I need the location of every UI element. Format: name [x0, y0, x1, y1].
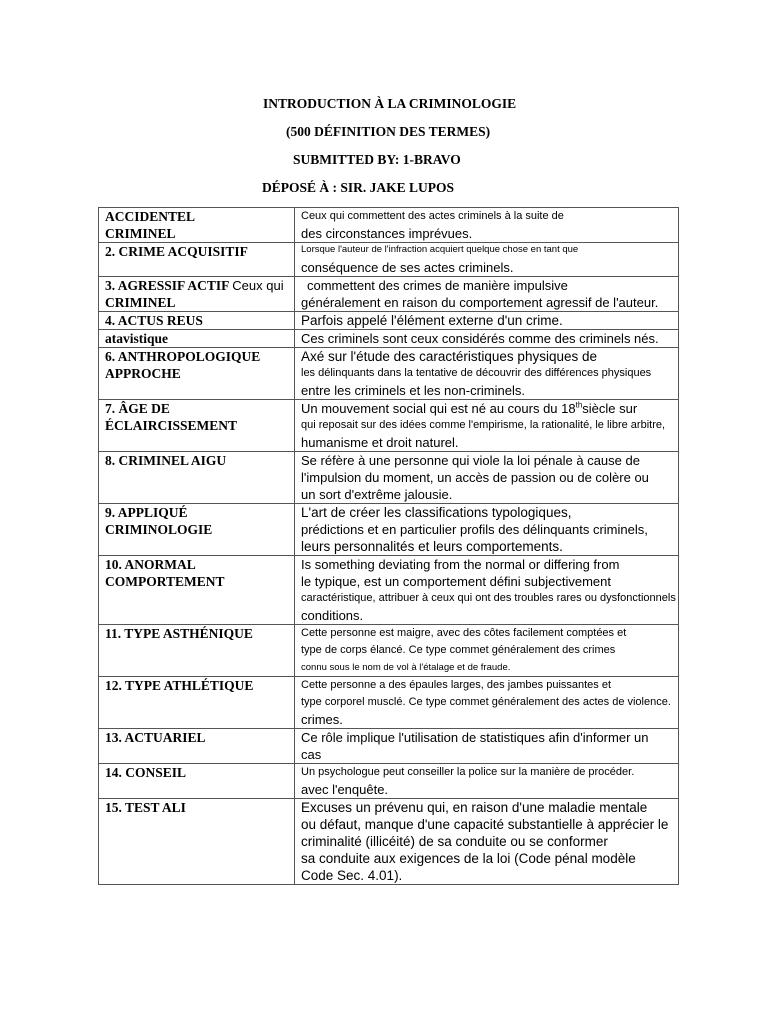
definition-line: humanisme et droit naturel.: [301, 435, 459, 450]
definition-line: Ceux qui commettent des actes criminels à la suite de: [301, 210, 564, 222]
definition-line: avec l'enquête.: [301, 782, 389, 797]
term-line: COMPORTEMENT: [105, 574, 225, 589]
term-line: CRIMINEL: [105, 226, 176, 241]
definition-line: Se réfère à une personne qui viole la loi pénale à cause de: [301, 453, 640, 468]
term-line: atavistique: [105, 331, 169, 346]
definition-line: Is something deviating from the normal or differing from: [301, 557, 620, 572]
definition-cell: [295, 330, 679, 348]
term-cell: [99, 348, 295, 400]
definition-line: généralement en raison du comportement agressif de l'auteur.: [301, 295, 659, 310]
term-cell: [99, 504, 295, 556]
definition-line: crimes.: [301, 712, 343, 727]
definition-line: L'art de créer les classifications typologiques,: [301, 505, 572, 520]
definition-line: Cette personne a des épaules larges, des jambes puissantes et: [301, 679, 612, 691]
term-line: APPROCHE: [105, 366, 181, 381]
term-cell: [99, 208, 295, 243]
table-row: [99, 556, 679, 625]
definition-cell: [295, 625, 679, 677]
definition-cell: [295, 556, 679, 625]
definition-line: Lorsque l'auteur de l'infraction acquiert quelque chose en tant que: [301, 244, 579, 255]
definition-line: Cette personne est maigre, avec des côtes facilement comptées et: [301, 627, 627, 639]
definition-cell: [295, 729, 679, 764]
table-row: [99, 799, 679, 885]
term-line: 11. TYPE ASTHÉNIQUE: [105, 626, 253, 641]
term-cell: [99, 452, 295, 504]
definition-line: le typique, est un comportement défini subjectivement: [301, 574, 612, 589]
definition-text: Un mouvement social qui est né au cours du 18: [301, 401, 576, 416]
definition-cell: [295, 504, 679, 556]
table-row: [99, 312, 679, 330]
term-line: 6. ANTHROPOLOGIQUE: [105, 349, 261, 364]
definition-line: conséquence de ses actes criminels.: [301, 260, 514, 275]
term-line: 12. TYPE ATHLÉTIQUE: [105, 678, 254, 693]
term-cell: [99, 677, 295, 729]
definition-cell: [295, 312, 679, 330]
definition-line: leurs personnalités et leurs comportements.: [301, 539, 563, 554]
definition-line: l'impulsion du moment, un accès de passion ou de colère ou: [301, 470, 649, 485]
definition-line: Excuses un prévenu qui, en raison d'une maladie mentale: [301, 800, 648, 815]
term-line: 7. ÂGE DE: [105, 401, 170, 416]
term-line: 13. ACTUARIEL: [105, 730, 206, 745]
definition-text: siècle sur: [582, 401, 638, 416]
definition-line: cas: [301, 747, 322, 762]
table-row: [99, 330, 679, 348]
term-line: 4. ACTUS REUS: [105, 313, 203, 328]
table-row: [99, 208, 679, 243]
definition-line: type de corps élancé. Ce type commet généralement des crimes: [301, 644, 616, 656]
table-row: [99, 348, 679, 400]
definition-line: un sort d'extrême jalousie.: [301, 487, 453, 502]
term-cell: [99, 330, 295, 348]
table-row: [99, 400, 679, 452]
term-line: [105, 277, 294, 294]
term-cell: [99, 799, 295, 885]
definition-line: les délinquants dans la tentative de découvrir des différences physiques: [301, 367, 652, 379]
term-line: ÉCLAIRCISSEMENT: [105, 418, 238, 433]
table-row: [99, 277, 679, 312]
definition-line: type corporel musclé. Ce type commet généralement des actes de violence.: [301, 696, 671, 708]
definition-cell: [295, 277, 679, 312]
term-cell: [99, 625, 295, 677]
definition-line: Un psychologue peut conseiller la police sur la manière de procéder.: [301, 766, 635, 778]
deposited-to: DÉPOSÉ À : SIR. JAKE LUPOS: [262, 180, 455, 195]
definition-line: Code Sec. 4.01).: [301, 868, 403, 883]
term-cell: [99, 400, 295, 452]
definition-cell: [295, 677, 679, 729]
term-line: 9. APPLIQUÉ: [105, 505, 188, 520]
definition-line: prédictions et en particulier profils des délinquants criminels,: [301, 522, 648, 537]
term-cell: [99, 243, 295, 277]
document-title: INTRODUCTION À LA CRIMINOLOGIE: [263, 96, 517, 111]
table-row: [99, 504, 679, 556]
table-row: [99, 764, 679, 799]
definition-line: connu sous le nom de vol à l'étalage et de fraude.: [301, 662, 511, 673]
definition-cell: [295, 400, 679, 452]
term-line: 14. CONSEIL: [105, 765, 187, 780]
term-line: 10. ANORMAL: [105, 557, 196, 572]
definition-line: des circonstances imprévues.: [301, 226, 473, 241]
definition-line: Axé sur l'étude des caractéristiques physiques de: [301, 349, 597, 364]
definition-line: Ce rôle implique l'utilisation de statistiques afin d'informer un: [301, 730, 649, 745]
term-line: ACCIDENTEL: [105, 209, 196, 224]
definition-line: ou défaut, manque d'une capacité substantielle à apprécier le: [301, 817, 669, 832]
term-line: 8. CRIMINEL AIGU: [105, 453, 227, 468]
definition-cell: [295, 764, 679, 799]
term-text: 3. AGRESSIF ACTIF: [105, 278, 229, 293]
glossary-table: [98, 207, 679, 885]
ordinal-suffix: th: [575, 400, 583, 410]
term-line: CRIMINEL: [105, 295, 176, 310]
term-cell: [99, 556, 295, 625]
table-row: [99, 243, 679, 277]
definition-line: Ces criminels sont ceux considérés comme des criminels nés.: [301, 331, 659, 346]
term-cell: [99, 312, 295, 330]
definition-cell: [295, 208, 679, 243]
term-cell: [99, 729, 295, 764]
term-cell: [99, 764, 295, 799]
term-cell: [99, 277, 295, 312]
definition-line: [301, 400, 678, 417]
definition-line: qui reposait sur des idées comme l'empirisme, la rationalité, le libre arbitre,: [301, 419, 666, 431]
document-subtitle: (500 DÉFINITION DES TERMES): [286, 124, 491, 139]
table-row: [99, 729, 679, 764]
term-line: 15. TEST ALI: [105, 800, 186, 815]
definition-cell: [295, 348, 679, 400]
term-line: CRIMINOLOGIE: [105, 522, 213, 537]
definition-cell: [295, 452, 679, 504]
definition-line: caractéristique, attribuer à ceux qui ont des troubles rares ou dysfonctionnels: [301, 592, 676, 604]
definition-cell: [295, 799, 679, 885]
definition-line: Parfois appelé l'élément externe d'un crime.: [301, 313, 563, 328]
term-overflow-text: Ceux qui: [232, 278, 284, 293]
term-line: 2. CRIME ACQUISITIF: [105, 244, 248, 259]
table-row: [99, 625, 679, 677]
definition-line: sa conduite aux exigences de la loi (Code pénal modèle: [301, 851, 636, 866]
definition-line: commettent des crimes de manière impulsive: [307, 278, 568, 293]
definition-cell: [295, 243, 679, 277]
definition-line: entre les criminels et les non-criminels.: [301, 383, 525, 398]
definition-line: conditions.: [301, 608, 364, 623]
definition-line: criminalité (illicéité) de sa conduite ou se conformer: [301, 834, 608, 849]
table-row: [99, 677, 679, 729]
table-row: [99, 452, 679, 504]
submitted-by: SUBMITTED BY: 1-BRAVO: [293, 152, 461, 167]
